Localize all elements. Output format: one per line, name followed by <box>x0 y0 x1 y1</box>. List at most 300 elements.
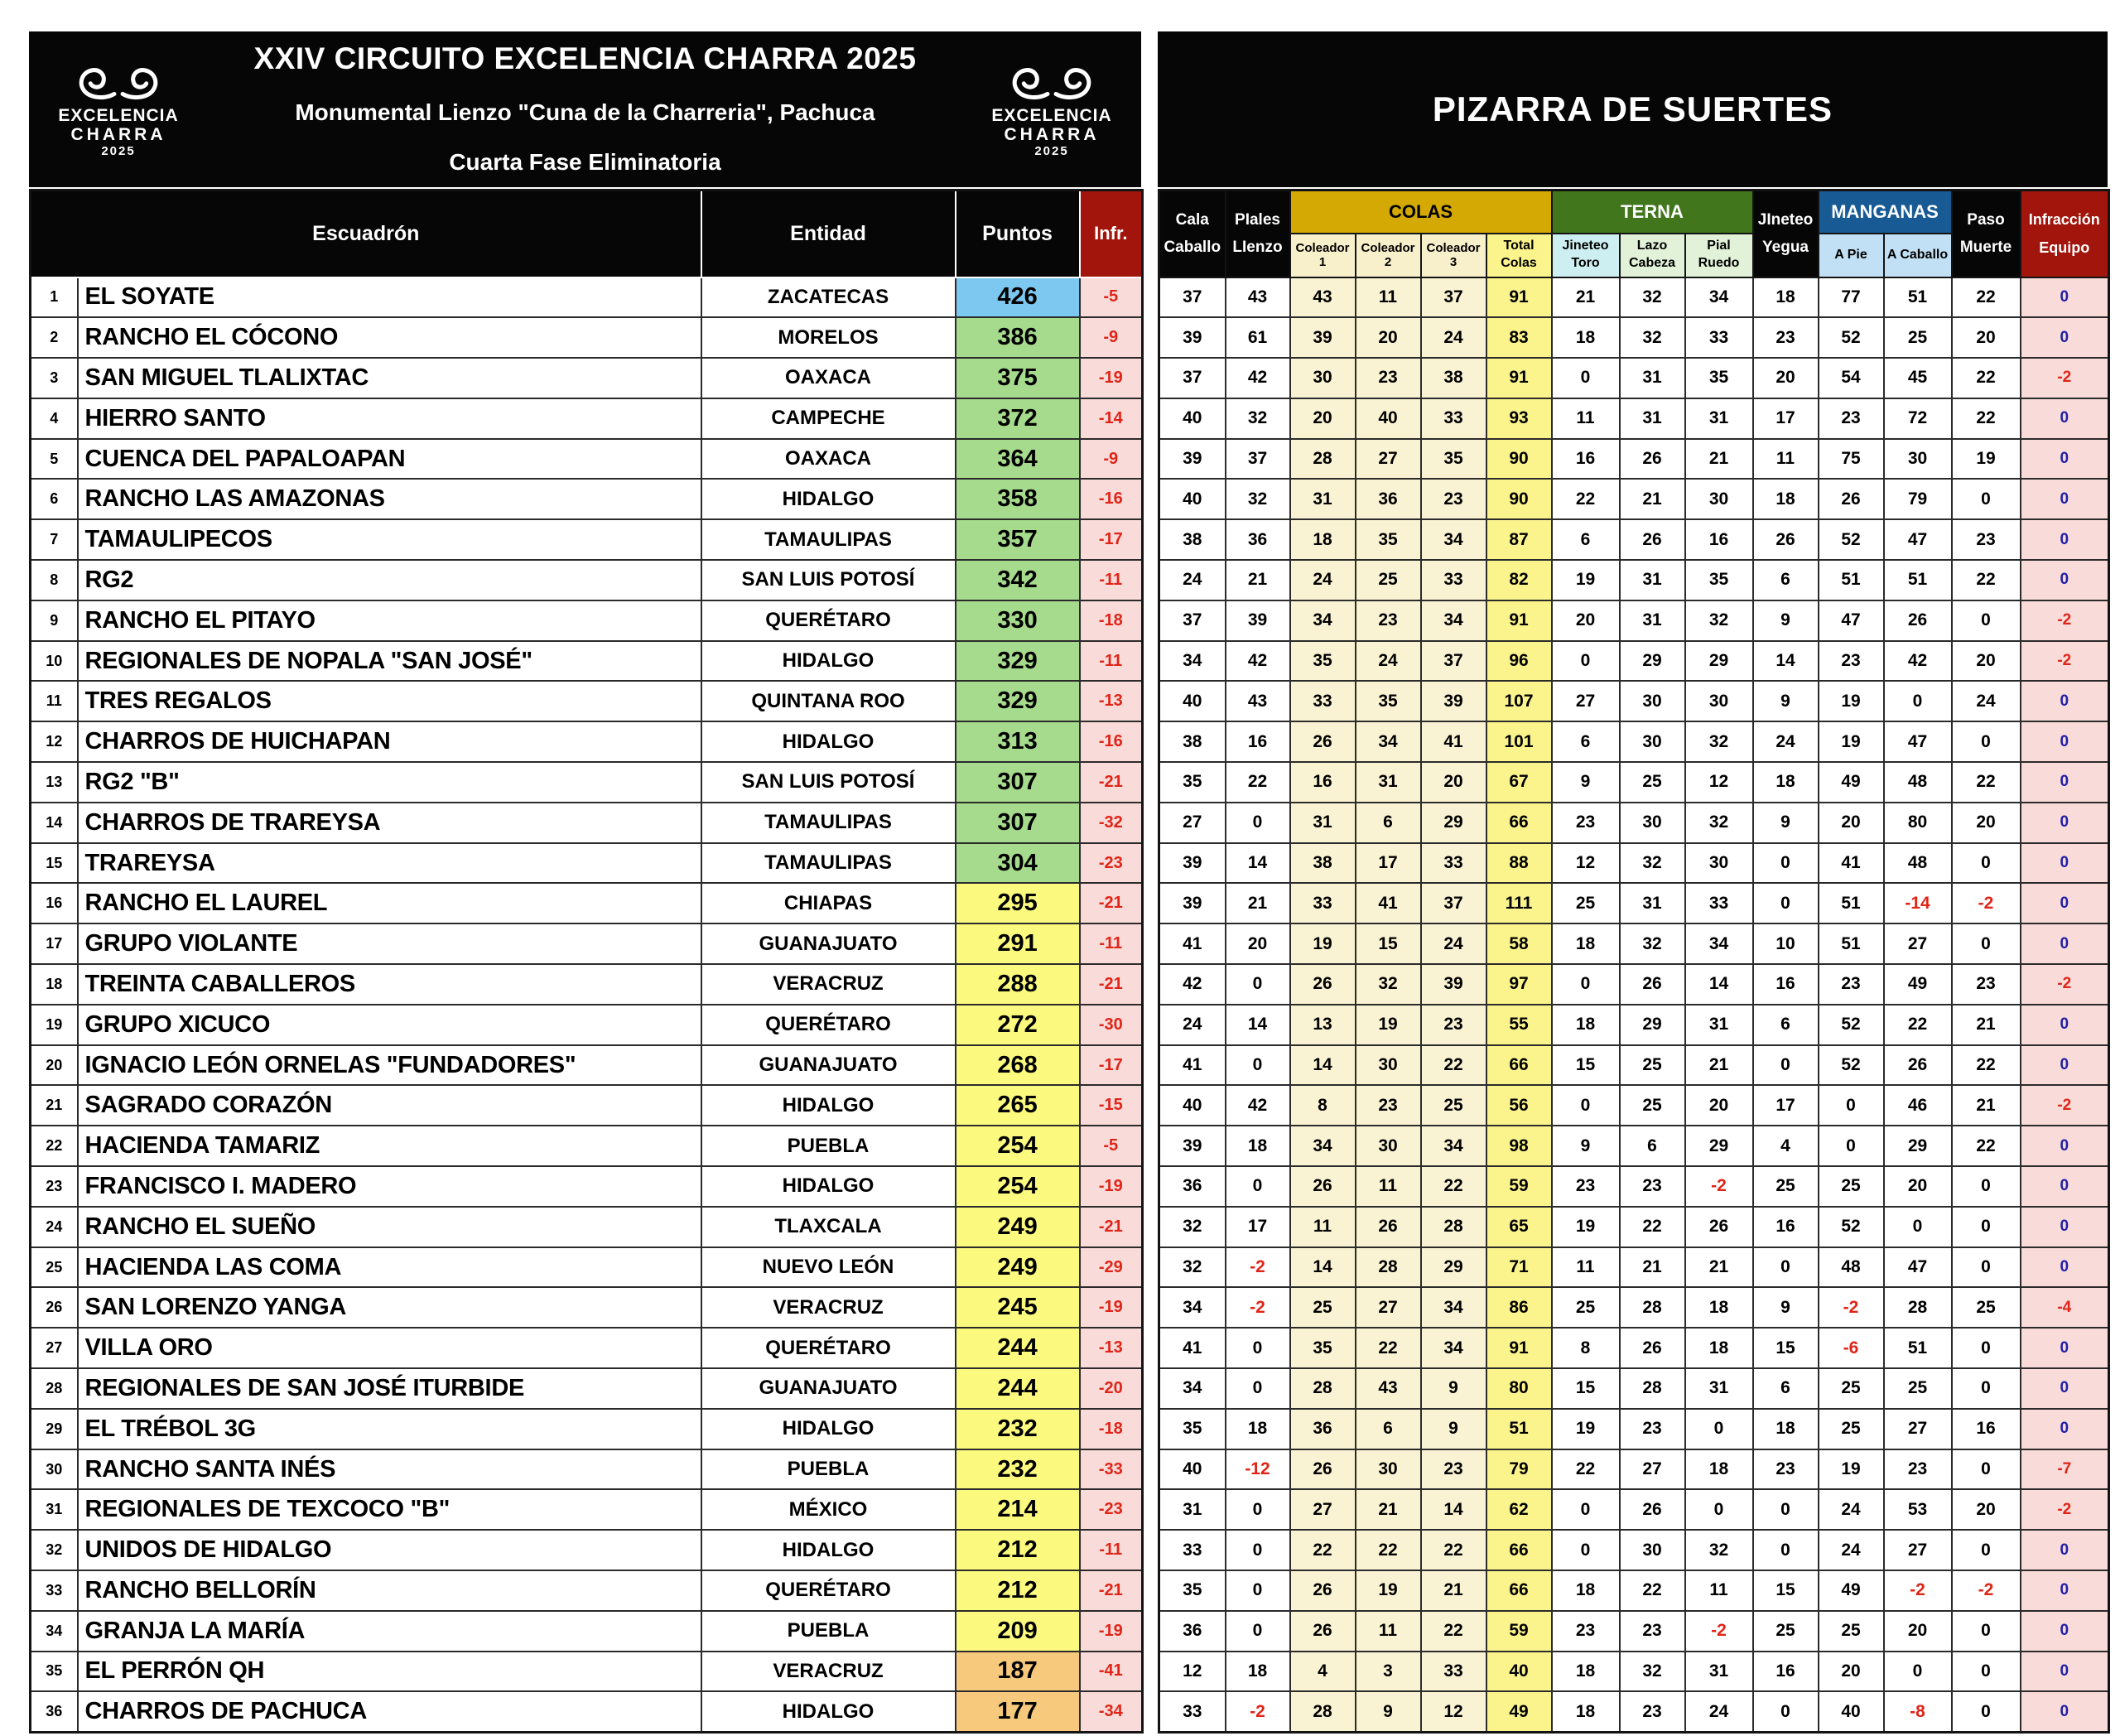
manganas-a-caballo-cell: 28 <box>1884 1287 1952 1328</box>
jineteo-yegua-cell: 20 <box>1753 358 1819 398</box>
piales-lienzo-cell: 18 <box>1226 1126 1290 1166</box>
jineteo-yegua-cell: 23 <box>1753 317 1819 358</box>
manganas-a-caballo-cell: 23 <box>1884 1449 1952 1490</box>
lazo-cabeza-cell: 31 <box>1620 358 1685 398</box>
puntos-cell: 272 <box>956 1005 1080 1045</box>
piales-lienzo-cell: 14 <box>1226 1005 1290 1045</box>
escuadron-cell: RANCHO EL LAUREL <box>78 883 701 923</box>
rank-cell: 4 <box>31 398 78 439</box>
suertes-row <box>1159 1126 2109 1166</box>
jineteo-yegua-cell: 17 <box>1753 1085 1819 1126</box>
manganas-a-caballo-cell: 22 <box>1884 1005 1952 1045</box>
column-header-infraccion-equipo <box>2021 190 2109 277</box>
manganas-a-caballo-cell: 48 <box>1884 843 1952 884</box>
pial-ruedo-cell: -2 <box>1685 1611 1753 1652</box>
infraccion-equipo-cell: 0 <box>2021 277 2109 318</box>
coleador-2-cell: 23 <box>1356 600 1421 641</box>
infr-cell: -5 <box>1080 277 1143 318</box>
coleador-2-cell: 23 <box>1356 358 1421 398</box>
infraccion-equipo-cell: 0 <box>2021 1005 2109 1045</box>
coleador-3-cell: 33 <box>1421 560 1486 600</box>
team-row <box>31 1489 1143 1530</box>
piales-lienzo-cell: 17 <box>1226 1207 1290 1247</box>
paso-muerte-cell: 22 <box>1952 1045 2021 1086</box>
infraccion-equipo-cell: 0 <box>2021 1409 2109 1449</box>
team-row <box>31 1368 1143 1409</box>
lazo-cabeza-cell: 31 <box>1620 600 1685 641</box>
team-row <box>31 641 1143 682</box>
rank-cell: 30 <box>31 1449 78 1490</box>
lazo-cabeza-cell: 25 <box>1620 1045 1685 1086</box>
escuadron-cell: GRUPO XICUCO <box>78 1005 701 1045</box>
paso-muerte-cell: 0 <box>1952 1611 2021 1652</box>
paso-muerte-cell: 22 <box>1952 277 2021 318</box>
paso-muerte-cell: 23 <box>1952 964 2021 1005</box>
piales-lienzo-cell: 0 <box>1226 1570 1290 1611</box>
lazo-cabeza-cell: 28 <box>1620 1368 1685 1409</box>
coleador-3-cell: 34 <box>1421 1328 1486 1368</box>
pial-ruedo-cell: 33 <box>1685 883 1753 923</box>
logo-text: 2025 <box>101 143 136 158</box>
suertes-row <box>1159 519 2109 560</box>
puntos-cell: 313 <box>956 721 1080 762</box>
cala-caballo-cell: 24 <box>1159 560 1226 600</box>
infr-cell: -20 <box>1080 1368 1143 1409</box>
cala-caballo-cell: 33 <box>1159 1530 1226 1570</box>
coleador-2-cell: 9 <box>1356 1691 1421 1732</box>
suertes-row <box>1159 1247 2109 1288</box>
sub-label: Yegua <box>1762 239 1809 257</box>
manganas-a-caballo-cell: 53 <box>1884 1489 1952 1530</box>
infraccion-equipo-cell: 0 <box>2021 1368 2109 1409</box>
piales-lienzo-cell: -2 <box>1226 1247 1290 1288</box>
entidad-cell: CHIAPAS <box>701 883 956 923</box>
suertes-row <box>1159 883 2109 923</box>
pial-ruedo-cell: 0 <box>1685 1409 1753 1449</box>
paso-muerte-cell: 0 <box>1952 923 2021 964</box>
infr-cell: -15 <box>1080 1085 1143 1126</box>
infraccion-equipo-cell: 0 <box>2021 1691 2109 1732</box>
entidad-cell: MÉXICO <box>701 1489 956 1530</box>
team-row <box>31 439 1143 480</box>
total-colas-cell: 87 <box>1486 519 1552 560</box>
piales-lienzo-cell: 61 <box>1226 317 1290 358</box>
piales-lienzo-cell: -12 <box>1226 1449 1290 1490</box>
manganas-a-pie-cell: 51 <box>1819 883 1884 923</box>
coleador-1-cell: 27 <box>1290 1489 1356 1530</box>
jineteo-yegua-cell: 24 <box>1753 721 1819 762</box>
pial-ruedo-cell: 35 <box>1685 560 1753 600</box>
coleador-3-cell: 28 <box>1421 1207 1486 1247</box>
coleador-1-cell: 35 <box>1290 1328 1356 1368</box>
suertes-row <box>1159 479 2109 519</box>
suertes-group-header-row <box>1159 190 2109 234</box>
team-row <box>31 1085 1143 1126</box>
infraccion-equipo-cell: 0 <box>2021 479 2109 519</box>
infraccion-equipo-cell: 0 <box>2021 883 2109 923</box>
rank-cell: 14 <box>31 803 78 843</box>
piales-lienzo-cell: 0 <box>1226 1368 1290 1409</box>
infraccion-equipo-cell: 0 <box>2021 1328 2109 1368</box>
infr-cell: -33 <box>1080 1449 1143 1490</box>
manganas-a-caballo-cell: 20 <box>1884 1611 1952 1652</box>
infr-cell: -21 <box>1080 883 1143 923</box>
team-row <box>31 843 1143 884</box>
event-title-block <box>200 31 971 187</box>
entidad-cell: SAN LUIS POTOSÍ <box>701 762 956 803</box>
lazo-cabeza-cell: 29 <box>1620 641 1685 682</box>
jineteo-toro-cell: 19 <box>1552 560 1620 600</box>
jineteo-toro-cell: 25 <box>1552 883 1620 923</box>
coleador-1-cell: 14 <box>1290 1247 1356 1288</box>
puntos-cell: 254 <box>956 1166 1080 1207</box>
rank-cell: 10 <box>31 641 78 682</box>
team-row <box>31 1126 1143 1166</box>
coleador-3-cell: 24 <box>1421 317 1486 358</box>
piales-lienzo-cell: 16 <box>1226 721 1290 762</box>
paso-muerte-cell: 0 <box>1952 1652 2021 1692</box>
manganas-a-caballo-cell: 25 <box>1884 1368 1952 1409</box>
infraccion-equipo-cell: 0 <box>2021 317 2109 358</box>
puntos-cell: 329 <box>956 641 1080 682</box>
infraccion-equipo-cell: -2 <box>2021 641 2109 682</box>
piales-lienzo-cell: 0 <box>1226 1530 1290 1570</box>
escuadron-cell: CHARROS DE TRAREYSA <box>78 803 701 843</box>
total-colas-cell: 59 <box>1486 1166 1552 1207</box>
jineteo-yegua-cell: 9 <box>1753 1287 1819 1328</box>
manganas-a-pie-cell: 52 <box>1819 519 1884 560</box>
lazo-cabeza-cell: 27 <box>1620 1449 1685 1490</box>
manganas-a-caballo-cell: 47 <box>1884 1247 1952 1288</box>
manganas-a-pie-cell: -2 <box>1819 1287 1884 1328</box>
jineteo-yegua-cell: 18 <box>1753 1409 1819 1449</box>
jineteo-toro-cell: 19 <box>1552 1207 1620 1247</box>
coleador-2-cell: 22 <box>1356 1328 1421 1368</box>
coleador-3-cell: 38 <box>1421 358 1486 398</box>
jineteo-yegua-cell: 15 <box>1753 1328 1819 1368</box>
cala-caballo-cell: 42 <box>1159 964 1226 1005</box>
infraccion-equipo-cell: 0 <box>2021 1611 2109 1652</box>
cala-caballo-cell: 41 <box>1159 1328 1226 1368</box>
rank-cell: 11 <box>31 681 78 721</box>
team-row <box>31 762 1143 803</box>
pial-ruedo-cell: 34 <box>1685 277 1753 318</box>
jineteo-toro-cell: 9 <box>1552 1126 1620 1166</box>
pial-ruedo-cell: 34 <box>1685 923 1753 964</box>
column-header-manganas-a-pie: A Pie <box>1819 234 1884 277</box>
entidad-cell: GUANAJUATO <box>701 1045 956 1086</box>
paso-muerte-cell: 20 <box>1952 803 2021 843</box>
escuadron-cell: RANCHO BELLORÍN <box>78 1570 701 1611</box>
jineteo-yegua-cell: 10 <box>1753 923 1819 964</box>
team-row <box>31 1570 1143 1611</box>
puntos-cell: 358 <box>956 479 1080 519</box>
manganas-a-caballo-cell: 47 <box>1884 721 1952 762</box>
infraccion-equipo-cell: 0 <box>2021 439 2109 480</box>
infraccion-equipo-cell: -2 <box>2021 600 2109 641</box>
entidad-cell: TAMAULIPAS <box>701 843 956 884</box>
jineteo-yegua-cell: 0 <box>1753 1530 1819 1570</box>
jineteo-yegua-cell: 18 <box>1753 277 1819 318</box>
pial-ruedo-cell: 11 <box>1685 1570 1753 1611</box>
suertes-row <box>1159 317 2109 358</box>
standings-panel <box>29 31 1141 1734</box>
team-row <box>31 1328 1143 1368</box>
cala-caballo-cell: 37 <box>1159 277 1226 318</box>
logo-text: CHARRA <box>1004 124 1100 144</box>
team-row <box>31 479 1143 519</box>
total-colas-cell: 90 <box>1486 479 1552 519</box>
suertes-table <box>1158 189 2110 1734</box>
manganas-a-caballo-cell: 80 <box>1884 803 1952 843</box>
infraccion-equipo-cell: 0 <box>2021 721 2109 762</box>
escuadron-cell: TAMAULIPECOS <box>78 519 701 560</box>
suertes-row <box>1159 439 2109 480</box>
manganas-a-pie-cell: 51 <box>1819 560 1884 600</box>
coleador-1-cell: 19 <box>1290 923 1356 964</box>
piales-lienzo-cell: 37 <box>1226 439 1290 480</box>
escuadron-cell: EL PERRÓN QH <box>78 1652 701 1692</box>
manganas-a-caballo-cell: 25 <box>1884 317 1952 358</box>
manganas-a-pie-cell: 51 <box>1819 923 1884 964</box>
rank-cell: 23 <box>31 1166 78 1207</box>
infraccion-equipo-cell: -2 <box>2021 1085 2109 1126</box>
puntos-cell: 265 <box>956 1085 1080 1126</box>
lazo-cabeza-cell: 26 <box>1620 439 1685 480</box>
manganas-a-pie-cell: 19 <box>1819 721 1884 762</box>
manganas-a-caballo-cell: 48 <box>1884 762 1952 803</box>
paso-muerte-cell: 20 <box>1952 641 2021 682</box>
pizarra-panel <box>1158 31 2108 1734</box>
cala-caballo-cell: 39 <box>1159 883 1226 923</box>
group-header-terna: TERNA <box>1552 190 1753 234</box>
piales-lienzo-cell: 22 <box>1226 762 1290 803</box>
column-header-coleador-3: Coleador 3 <box>1421 234 1486 277</box>
infr-cell: -19 <box>1080 358 1143 398</box>
team-row <box>31 1207 1143 1247</box>
coleador-2-cell: 3 <box>1356 1652 1421 1692</box>
team-row <box>31 803 1143 843</box>
infraccion-equipo-cell: 0 <box>2021 398 2109 439</box>
entidad-cell: PUEBLA <box>701 1611 956 1652</box>
paso-muerte-cell: 0 <box>1952 1166 2021 1207</box>
logo-text: 2025 <box>1034 143 1069 158</box>
team-row <box>31 398 1143 439</box>
lazo-cabeza-cell: 29 <box>1620 1005 1685 1045</box>
piales-lienzo-cell: 20 <box>1226 923 1290 964</box>
column-header-coleador-2: Coleador 2 <box>1356 234 1421 277</box>
entidad-cell: TAMAULIPAS <box>701 519 956 560</box>
escuadron-cell: UNIDOS DE HIDALGO <box>78 1530 701 1570</box>
manganas-a-pie-cell: 49 <box>1819 1570 1884 1611</box>
piales-lienzo-cell: 0 <box>1226 964 1290 1005</box>
piales-lienzo-cell: 18 <box>1226 1409 1290 1449</box>
coleador-1-cell: 28 <box>1290 439 1356 480</box>
event-phase: Cuarta Fase Eliminatoria <box>449 149 721 175</box>
puntos-cell: 330 <box>956 600 1080 641</box>
pial-ruedo-cell: 31 <box>1685 1005 1753 1045</box>
puntos-cell: 386 <box>956 317 1080 358</box>
pial-ruedo-cell: 32 <box>1685 1530 1753 1570</box>
suertes-row <box>1159 803 2109 843</box>
suertes-row <box>1159 1570 2109 1611</box>
escuadron-cell: TREINTA CABALLEROS <box>78 964 701 1005</box>
total-colas-cell: 62 <box>1486 1489 1552 1530</box>
lazo-cabeza-cell: 30 <box>1620 1530 1685 1570</box>
lazo-cabeza-cell: 28 <box>1620 1287 1685 1328</box>
coleador-3-cell: 39 <box>1421 964 1486 1005</box>
manganas-a-pie-cell: 25 <box>1819 1409 1884 1449</box>
escuadron-cell: RG2 "B" <box>78 762 701 803</box>
coleador-2-cell: 31 <box>1356 762 1421 803</box>
coleador-1-cell: 31 <box>1290 479 1356 519</box>
jineteo-yegua-cell: 6 <box>1753 1005 1819 1045</box>
cala-caballo-cell: 38 <box>1159 519 1226 560</box>
paso-muerte-cell: 22 <box>1952 358 2021 398</box>
group-label: Cala <box>1175 211 1209 229</box>
coleador-2-cell: 43 <box>1356 1368 1421 1409</box>
jineteo-yegua-cell: 17 <box>1753 398 1819 439</box>
cala-caballo-cell: 40 <box>1159 1449 1226 1490</box>
escuadron-cell: TRES REGALOS <box>78 681 701 721</box>
piales-lienzo-cell: -2 <box>1226 1691 1290 1732</box>
jineteo-toro-cell: 12 <box>1552 843 1620 884</box>
team-row <box>31 883 1143 923</box>
rank-cell: 7 <box>31 519 78 560</box>
lazo-cabeza-cell: 23 <box>1620 1611 1685 1652</box>
jineteo-toro-cell: 23 <box>1552 1166 1620 1207</box>
coleador-1-cell: 14 <box>1290 1045 1356 1086</box>
suertes-row <box>1159 1449 2109 1490</box>
cala-caballo-cell: 39 <box>1159 317 1226 358</box>
manganas-a-caballo-cell: 49 <box>1884 964 1952 1005</box>
suertes-row <box>1159 1045 2109 1086</box>
manganas-a-pie-cell: 49 <box>1819 762 1884 803</box>
lazo-cabeza-cell: 26 <box>1620 964 1685 1005</box>
total-colas-cell: 97 <box>1486 964 1552 1005</box>
lazo-cabeza-cell: 32 <box>1620 317 1685 358</box>
team-row <box>31 519 1143 560</box>
team-row <box>31 1005 1143 1045</box>
column-header-total-colas: Total Colas <box>1486 234 1552 277</box>
rank-cell: 8 <box>31 560 78 600</box>
entidad-cell: TAMAULIPAS <box>701 803 956 843</box>
paso-muerte-cell: -2 <box>1952 1570 2021 1611</box>
infr-cell: -11 <box>1080 560 1143 600</box>
escuadron-cell: RANCHO EL SUEÑO <box>78 1207 701 1247</box>
coleador-2-cell: 35 <box>1356 681 1421 721</box>
coleador-2-cell: 6 <box>1356 1409 1421 1449</box>
cala-caballo-cell: 32 <box>1159 1247 1226 1288</box>
coleador-3-cell: 24 <box>1421 923 1486 964</box>
total-colas-cell: 58 <box>1486 923 1552 964</box>
suertes-row <box>1159 358 2109 398</box>
jineteo-yegua-cell: 25 <box>1753 1166 1819 1207</box>
paso-muerte-cell: 0 <box>1952 1530 2021 1570</box>
pial-ruedo-cell: 32 <box>1685 600 1753 641</box>
team-row <box>31 923 1143 964</box>
manganas-a-caballo-cell: 42 <box>1884 641 1952 682</box>
coleador-3-cell: 14 <box>1421 1489 1486 1530</box>
rank-cell: 34 <box>31 1611 78 1652</box>
suertes-row <box>1159 1652 2109 1692</box>
cala-caballo-cell: 40 <box>1159 681 1226 721</box>
coleador-1-cell: 33 <box>1290 681 1356 721</box>
manganas-a-pie-cell: 20 <box>1819 803 1884 843</box>
total-colas-cell: 82 <box>1486 560 1552 600</box>
piales-lienzo-cell: 0 <box>1226 1045 1290 1086</box>
total-colas-cell: 98 <box>1486 1126 1552 1166</box>
total-colas-cell: 83 <box>1486 317 1552 358</box>
coleador-3-cell: 37 <box>1421 641 1486 682</box>
paso-muerte-cell: 0 <box>1952 479 2021 519</box>
manganas-a-pie-cell: -6 <box>1819 1328 1884 1368</box>
manganas-a-caballo-cell: 72 <box>1884 398 1952 439</box>
coleador-1-cell: 28 <box>1290 1691 1356 1732</box>
jineteo-yegua-cell: 11 <box>1753 439 1819 480</box>
suertes-row <box>1159 1489 2109 1530</box>
jineteo-toro-cell: 0 <box>1552 641 1620 682</box>
column-header-lazo-cabeza: Lazo Cabeza <box>1620 234 1685 277</box>
manganas-a-caballo-cell: -2 <box>1884 1570 1952 1611</box>
team-row <box>31 277 1143 318</box>
infr-cell: -23 <box>1080 843 1143 884</box>
paso-muerte-cell: 0 <box>1952 1449 2021 1490</box>
coleador-2-cell: 11 <box>1356 277 1421 318</box>
sub-label: Caballo <box>1164 239 1221 257</box>
lazo-cabeza-cell: 22 <box>1620 1207 1685 1247</box>
entidad-cell: HIDALGO <box>701 1166 956 1207</box>
coleador-1-cell: 11 <box>1290 1207 1356 1247</box>
coleador-1-cell: 26 <box>1290 964 1356 1005</box>
rank-cell: 17 <box>31 923 78 964</box>
team-row <box>31 1449 1143 1490</box>
lazo-cabeza-cell: 6 <box>1620 1126 1685 1166</box>
infraccion-equipo-cell: 0 <box>2021 1570 2109 1611</box>
entidad-cell: VERACRUZ <box>701 964 956 1005</box>
cala-caballo-cell: 35 <box>1159 1409 1226 1449</box>
manganas-a-pie-cell: 48 <box>1819 1247 1884 1288</box>
puntos-cell: 291 <box>956 923 1080 964</box>
jineteo-toro-cell: 11 <box>1552 1247 1620 1288</box>
coleador-2-cell: 34 <box>1356 721 1421 762</box>
suertes-row <box>1159 1207 2109 1247</box>
jineteo-yegua-cell: 15 <box>1753 1570 1819 1611</box>
total-colas-cell: 88 <box>1486 843 1552 884</box>
coleador-2-cell: 22 <box>1356 1530 1421 1570</box>
horses-emblem-icon <box>1003 60 1101 105</box>
manganas-a-caballo-cell: -8 <box>1884 1691 1952 1732</box>
group-header-manganas: MANGANAS <box>1819 190 1952 234</box>
pial-ruedo-cell: 30 <box>1685 681 1753 721</box>
manganas-a-pie-cell: 24 <box>1819 1530 1884 1570</box>
manganas-a-pie-cell: 26 <box>1819 479 1884 519</box>
rank-cell: 3 <box>31 358 78 398</box>
standings-table-body <box>31 277 1143 1733</box>
escuadron-cell: HACIENDA LAS COMA <box>78 1247 701 1288</box>
infraccion-equipo-cell: 0 <box>2021 1652 2109 1692</box>
manganas-a-pie-cell: 47 <box>1819 600 1884 641</box>
entidad-cell: SAN LUIS POTOSÍ <box>701 560 956 600</box>
coleador-1-cell: 43 <box>1290 277 1356 318</box>
entidad-cell: HIDALGO <box>701 721 956 762</box>
total-colas-cell: 51 <box>1486 1409 1552 1449</box>
infraccion-equipo-cell: 0 <box>2021 1207 2109 1247</box>
puntos-cell: 357 <box>956 519 1080 560</box>
infraccion-equipo-cell: 0 <box>2021 1530 2109 1570</box>
entidad-cell: TLAXCALA <box>701 1207 956 1247</box>
cala-caballo-cell: 40 <box>1159 398 1226 439</box>
